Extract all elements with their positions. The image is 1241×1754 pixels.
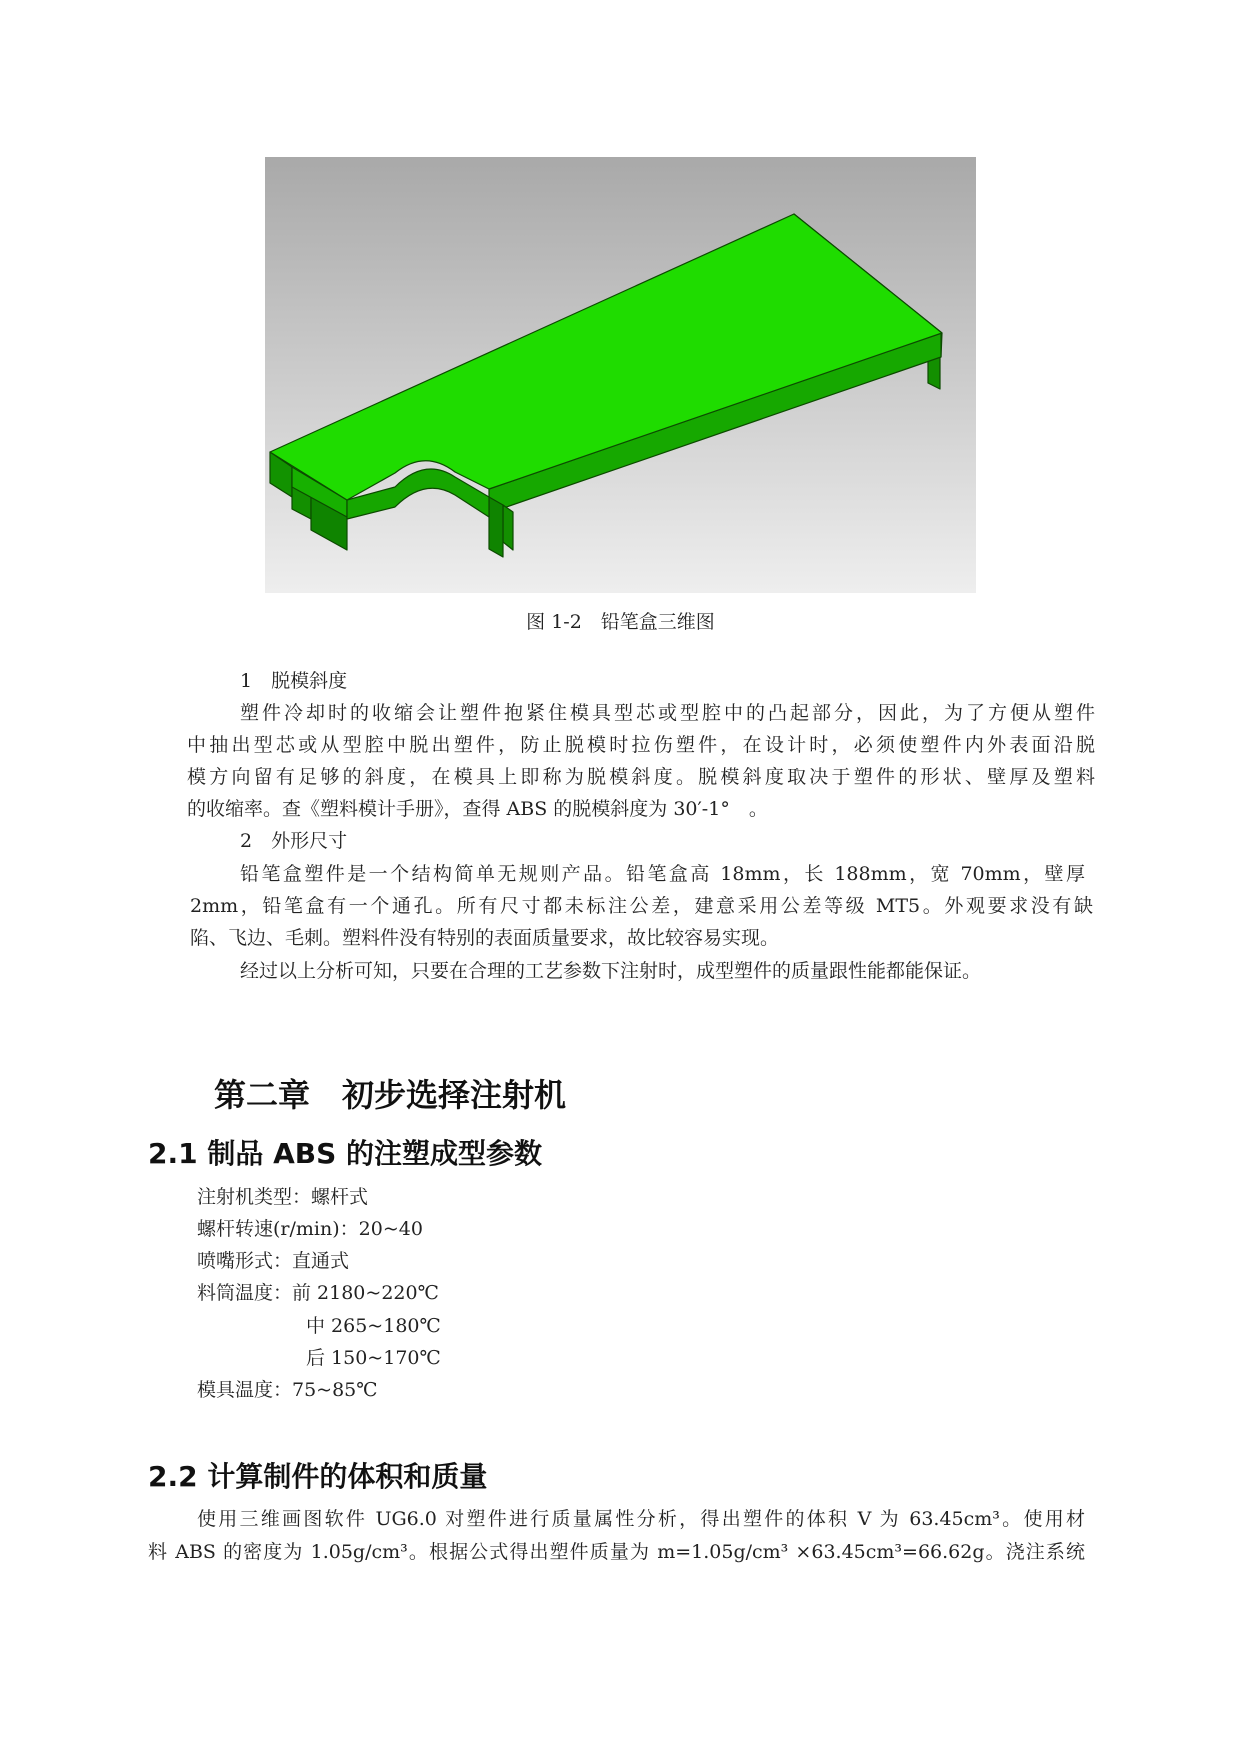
section-2-2-line-2: 料 ABS 的密度为 1.05g/cm³。根据公式得出塑件质量为 m=1.05g/cm³ ×63.45cm³=66.62g。浇注系统	[148, 1541, 1085, 1563]
pencil-box-3d-figure	[265, 157, 976, 593]
item1-line-4: 的收缩率。查《塑料模计手册》，查得 ABS 的脱模斜度为 30′-1° 。	[187, 798, 768, 820]
param-injector-type: 注射机类型：螺杆式	[197, 1186, 369, 1208]
param-barrel-temp-rear: 后 150~170℃	[306, 1347, 441, 1369]
section-2-1-title: 2.1 制品 ABS 的注塑成型参数	[148, 1137, 543, 1170]
section-2-2-line-1: 使用三维画图软件 UG6.0 对塑件进行质量属性分析，得出塑件的体积 V 为 63.45cm³。使用材	[197, 1508, 1085, 1530]
param-barrel-temp-middle: 中 265~180℃	[306, 1315, 441, 1337]
param-barrel-temp-front: 料筒温度：前 2180~220℃	[197, 1282, 439, 1304]
item2-line-1: 铅笔盒塑件是一个结构简单无规则产品。铅笔盒高 18mm，长 188mm，宽 70mm，壁厚	[240, 863, 1085, 885]
pencil-box-3d-image	[265, 157, 976, 593]
item1-title: 1 脱模斜度	[240, 670, 348, 692]
item1-line-1: 塑件冷却时的收缩会让塑件抱紧住模具型芯或型腔中的凸起部分，因此，为了方便从塑件	[240, 702, 1095, 724]
item1-line-3: 模方向留有足够的斜度，在模具上即称为脱模斜度。脱模斜度取决于塑件的形状、壁厚及塑料	[187, 766, 1095, 788]
item2-line-2: 2mm，铅笔盒有一个通孔。所有尺寸都未标注公差，建意采用公差等级 MT5。外观要求没有缺	[190, 895, 1093, 917]
param-nozzle-type: 喷嘴形式：直通式	[197, 1250, 350, 1272]
item2-line-3: 陷、飞边、毛刺。塑料件没有特别的表面质量要求，故比较容易实现。	[190, 927, 780, 949]
figure-caption: 图 1-2 铅笔盒三维图	[526, 611, 715, 633]
item2-line-4: 经过以上分析可知，只要在合理的工艺参数下注射时，成型塑件的质量跟性能都能保证。	[240, 960, 982, 982]
section-2-2-title: 2.2 计算制件的体积和质量	[148, 1460, 488, 1493]
param-screw-speed: 螺杆转速(r/min)：20~40	[197, 1218, 423, 1240]
item2-title: 2 外形尺寸	[240, 830, 348, 852]
param-mold-temp: 模具温度：75~85℃	[197, 1379, 378, 1401]
item1-line-2: 中抽出型芯或从型腔中脱出塑件，防止脱模时拉伤塑件，在设计时，必须使塑件内外表面沿脱	[187, 734, 1095, 756]
chapter-title: 第二章 初步选择注射机	[214, 1076, 567, 1114]
